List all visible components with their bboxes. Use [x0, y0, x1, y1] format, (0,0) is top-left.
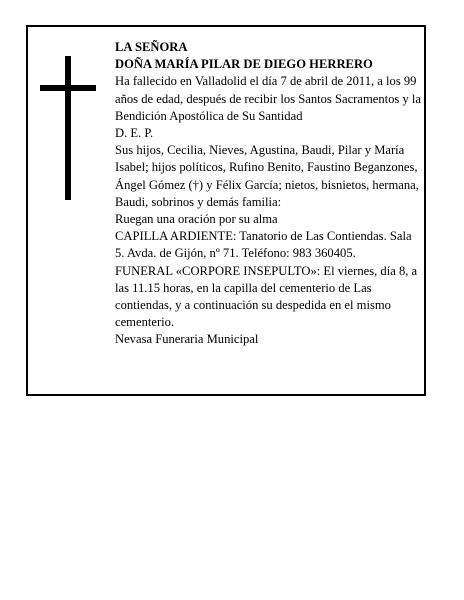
rip-line: D. E. P.	[115, 126, 154, 141]
notice-heading: LA SEÑORA	[115, 40, 188, 54]
death-info: Ha fallecido en Valladolid el día 7 de abril de 2011, a los 99 años de edad, después de recibir los Santos Sacramentos y la Bendición Apostólica de Su Santidad	[115, 74, 422, 123]
family-list: Sus hijos, Cecilia, Nieves, Agustina, Baudi, Pilar y María Isabel; hijos políticos, Rufino Benito, Faustino Beganzones, Ángel Gómez (†) y Félix García; nietos, bisnietos, hermana, Baudi, sobrinos y demás familia:	[115, 143, 419, 209]
deceased-name: DOÑA MARÍA PILAR DE DIEGO HERRERO	[115, 57, 373, 72]
prayer-line: Ruegan una oración por su alma	[115, 212, 278, 227]
funeral-info: FUNERAL «CORPORE INSEPULTO»: El viernes, día 8, a las 11.15 horas, en la capilla del cementerio de Las contiendas, y a continuación su despedida en el mismo cementerio.	[115, 263, 418, 330]
notice-body	[115, 39, 421, 349]
cross-icon	[40, 56, 96, 200]
chapel-info: CAPILLA ARDIENTE: Tanatorio de Las Contiendas. Sala 5. Avda. de Gijón, nº 71. Teléfono: 983 360405.	[115, 229, 412, 261]
cross-horizontal-bar	[40, 85, 96, 91]
obituary-notice	[26, 25, 426, 396]
funeral-home: Nevasa Funeraria Municipal	[115, 332, 259, 347]
cross-vertical-bar	[65, 56, 71, 200]
